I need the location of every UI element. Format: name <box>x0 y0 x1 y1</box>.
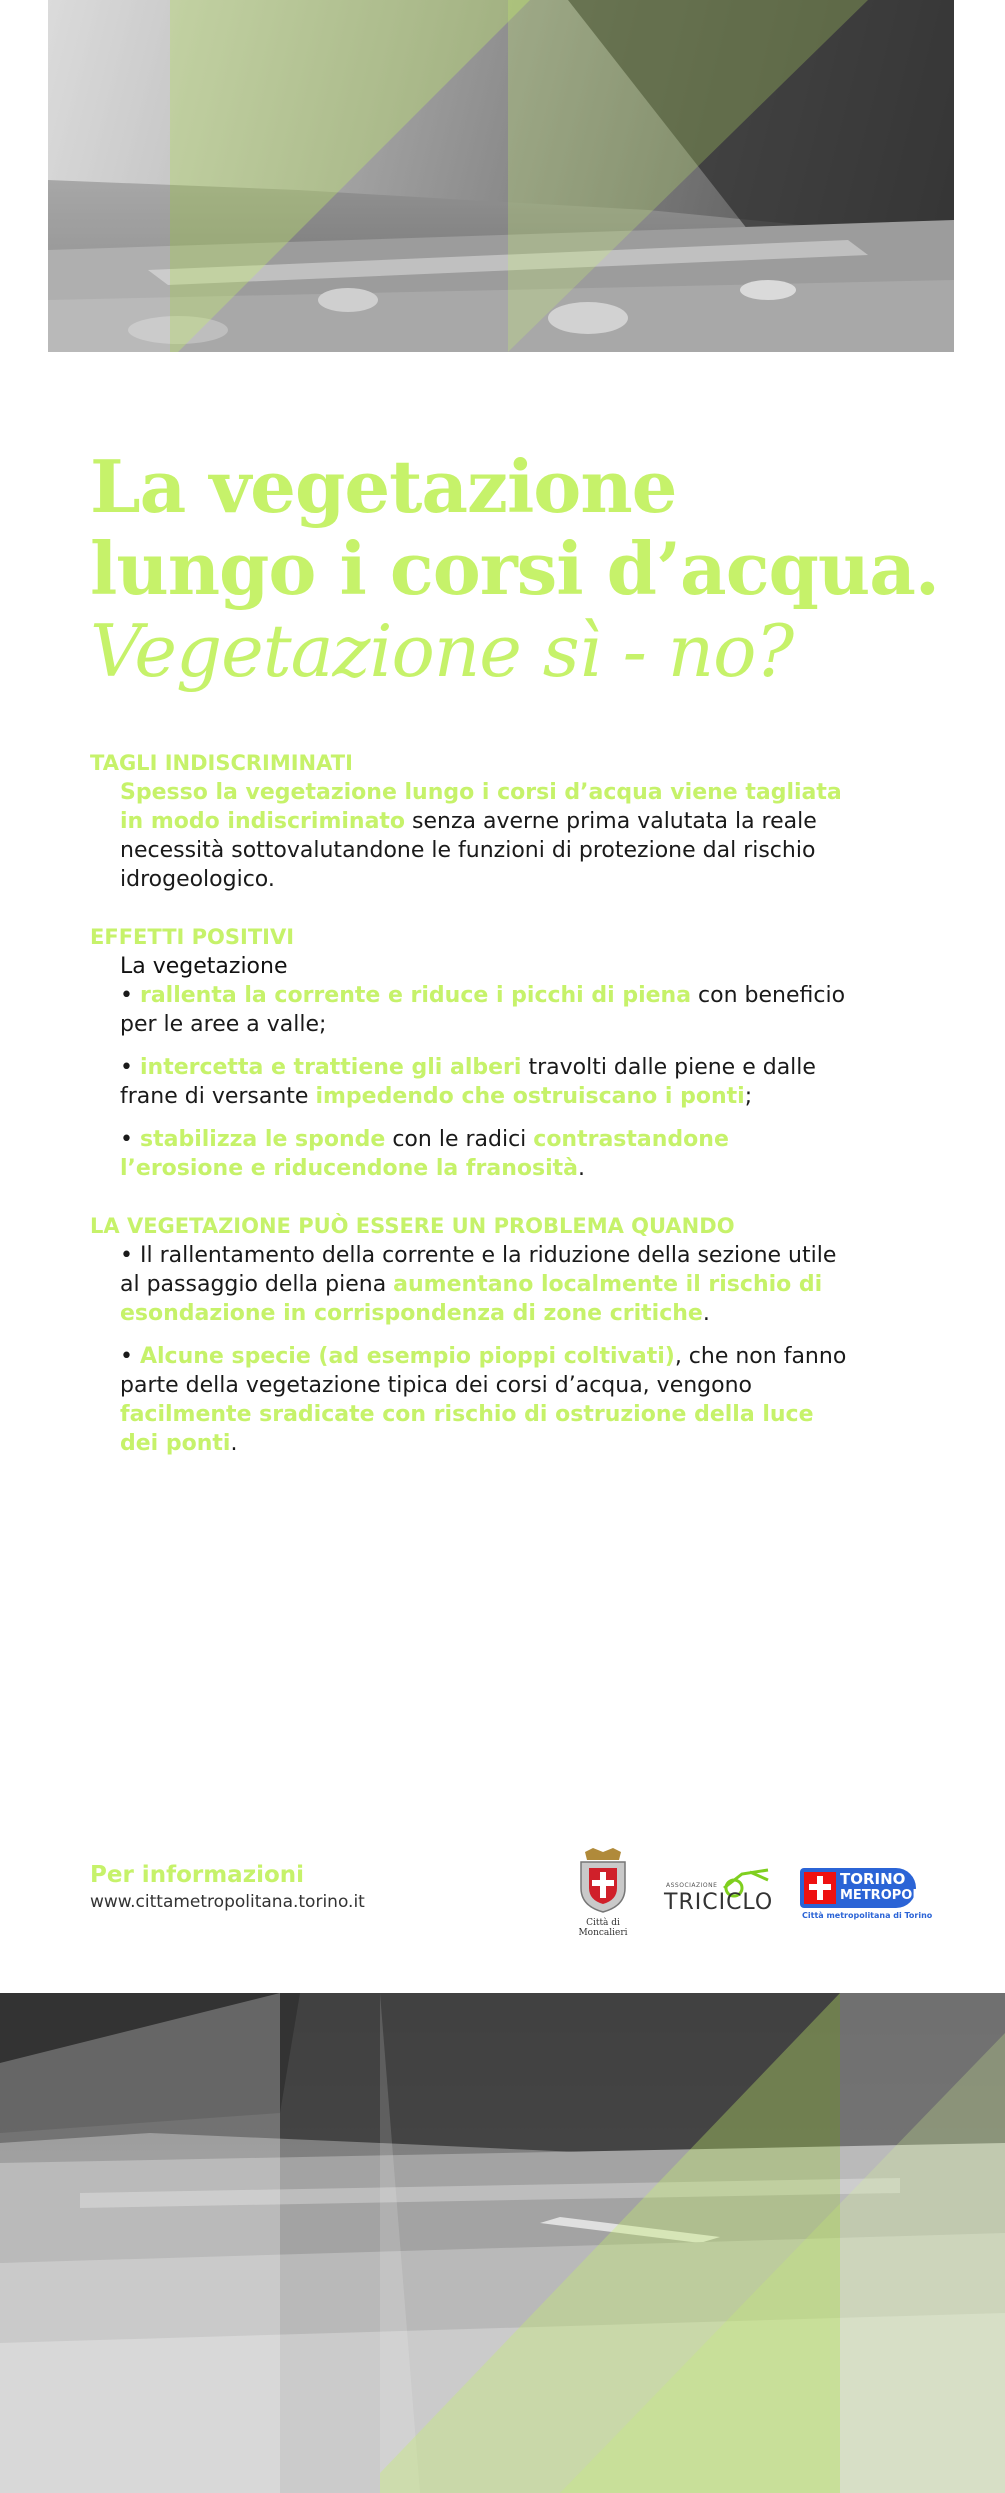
highlight-text: aumentano localmente il rischio di esondazione in corrispondenza di zone critiche <box>120 1272 823 1326</box>
torino-line1: TORINO <box>840 1870 906 1888</box>
section-heading: EFFETTI POSITIVI <box>90 925 295 949</box>
info-block <box>90 1860 365 1914</box>
section-body <box>120 952 850 1183</box>
body-text: . <box>230 1431 238 1456</box>
body-text: travolti dalle piene e dalle frane di versante <box>120 1055 816 1109</box>
section-effetti <box>90 922 850 1183</box>
body-text: con beneficio per le aree a valle; <box>120 983 846 1037</box>
info-heading: Per informazioni <box>90 1862 305 1888</box>
torino-metropoli-logo <box>800 1868 933 1924</box>
bullet-item <box>120 1053 850 1111</box>
cross-icon <box>809 1884 831 1890</box>
section-body <box>120 1241 850 1458</box>
bullet-marker: • <box>120 1055 140 1080</box>
section-heading: LA VEGETAZIONE PUÒ ESSERE UN PROBLEMA QUANDO <box>90 1214 735 1238</box>
highlight-text: Alcune specie (ad esempio pioppi coltivati) <box>139 1344 675 1369</box>
torino-subtitle: Città metropolitana di Torino <box>802 1911 933 1920</box>
body-text: senza averne prima valutata la reale necessità sottovalutandone le funzioni di protezione dal rischio idrogeologico. <box>120 809 817 892</box>
highlight-text: contrastandone l’erosione e riducendone la franosità <box>120 1127 729 1181</box>
bullet-marker: • <box>120 1127 140 1152</box>
bullet-item <box>120 1342 850 1458</box>
bullet-item <box>120 981 850 1039</box>
section-tagli <box>90 748 850 894</box>
logos <box>568 1848 933 1948</box>
highlight-text: facilmente sradicate con rischio di ostruzione della luce dei ponti <box>120 1402 814 1456</box>
top-river-photo <box>48 0 954 352</box>
content <box>90 748 850 1486</box>
highlight-text: stabilizza le sponde <box>139 1127 386 1152</box>
moncalieri-logo <box>568 1848 638 1944</box>
bullet-marker: • <box>120 1344 140 1369</box>
section-problema <box>90 1211 850 1458</box>
bottom-river-photo <box>0 1993 1005 2493</box>
bullet-item <box>120 1125 850 1183</box>
info-url-link[interactable]: www.cittametropolitana.torino.it <box>90 1892 365 1912</box>
section-body <box>120 778 850 894</box>
title-line-1: La vegetazione <box>90 444 677 529</box>
triciclo-name: TRICICLO <box>664 1890 774 1915</box>
body-text: . <box>577 1156 585 1181</box>
highlight-text: Spesso la vegetazione lungo i corsi d’acqua viene tagliata in modo indiscriminato <box>120 780 842 834</box>
bullet-item <box>120 1241 850 1328</box>
highlight-text: rallenta la corrente e riduce i picchi di piena <box>139 983 692 1008</box>
triciclo-logo <box>664 1868 784 1918</box>
moncalieri-line2: Moncalieri <box>578 1928 628 1938</box>
triciclo-small-text: ASSOCIAZIONE <box>666 1882 718 1889</box>
page-title <box>90 446 970 692</box>
title-line-2: lungo i corsi d’acqua. <box>90 526 939 611</box>
highlight-text: intercetta e trattiene gli alberi <box>139 1055 522 1080</box>
title-line-3: Vegetazione sì - no? <box>90 609 794 693</box>
paragraph <box>120 778 850 894</box>
bullet-marker: • <box>120 983 140 1008</box>
body-text: ; <box>744 1084 753 1109</box>
section-heading: TAGLI INDISCRIMINATI <box>90 751 353 775</box>
coat-of-arms-icon <box>575 1848 631 1914</box>
body-text: • Il rallentamento della corrente e la riduzione della sezione utile al passaggio della piena <box>120 1243 837 1297</box>
bottom-river-image <box>0 1993 1005 2493</box>
lead-text: La vegetazione <box>120 954 288 979</box>
body-text: . <box>702 1301 710 1326</box>
moncalieri-line1: Città di <box>586 1918 620 1928</box>
torino-line2: METROPOLI <box>840 1888 926 1903</box>
highlight-text: impedendo che ostruiscano i ponti <box>315 1084 745 1109</box>
top-river-image <box>48 0 954 352</box>
body-text: , che non fanno parte della vegetazione tipica dei corsi d’acqua, vengono <box>120 1344 847 1398</box>
body-text: con le radici <box>385 1127 534 1152</box>
